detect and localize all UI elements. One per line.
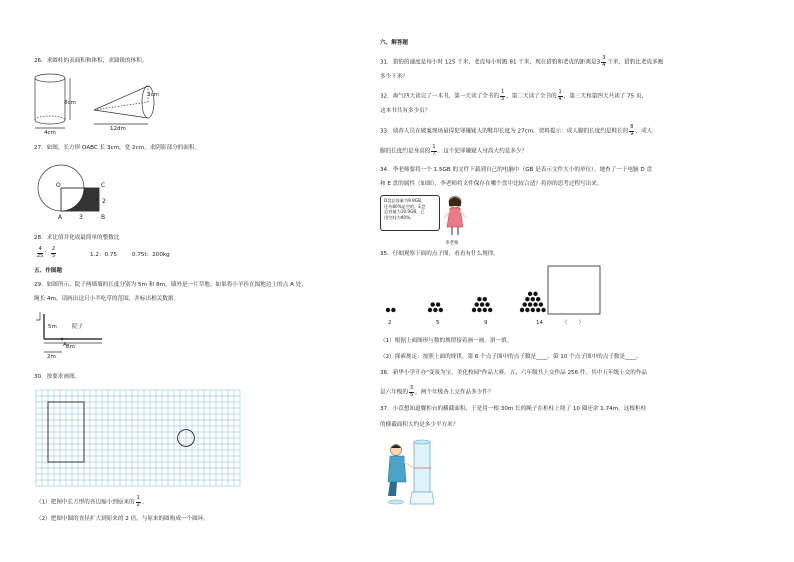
pattern-dot — [531, 308, 535, 312]
pattern-dot — [431, 302, 435, 306]
pattern-dot — [439, 308, 443, 312]
pattern-count-label: 9 — [484, 320, 488, 326]
question-28: 28．求比值并化成最简单的整数比 — [34, 235, 120, 241]
point-C: C — [101, 182, 106, 189]
cyl-height-label: 8cm — [64, 100, 76, 106]
dist-2m-label: 2m — [47, 354, 56, 360]
question-37-line2: 的横截面积大约是多少平方米？ — [380, 422, 459, 428]
q29-figure — [34, 312, 106, 358]
pattern-dot — [523, 302, 527, 306]
pattern-dot — [528, 302, 532, 306]
yard-label: 院子 — [72, 324, 84, 330]
pattern-dot — [485, 302, 489, 306]
pattern-dot — [386, 308, 390, 312]
box-line: 还有80%是空的。E盘 — [384, 203, 426, 209]
width-label: 2 — [102, 198, 106, 205]
q28-expr1: $\frac{4}{25}$ ： $\frac{2}{5}$ — [37, 246, 56, 259]
point-O: O — [56, 182, 61, 189]
q28-expr4: 0.75t：200kg — [132, 252, 170, 258]
pattern-dot — [472, 308, 476, 312]
section-5-heading: 五、作图题 — [34, 268, 62, 274]
question-34-line1: 34．李老师要将一个 1.5GB 的文件下载到自己的电脑中（GB 是表示文件大小的单位），她查了一下电脑 D 盘 — [380, 167, 653, 173]
pattern-dot — [488, 308, 492, 312]
q35-dot-patterns — [378, 266, 604, 328]
point-A-label: A — [63, 342, 67, 348]
q28-expr3: 1.2：0.75 — [90, 252, 117, 258]
pattern-dot — [525, 308, 529, 312]
q34-speech-box — [380, 195, 440, 231]
length-label: 3 — [79, 214, 83, 221]
cone-length-label: 12dm — [110, 126, 126, 132]
pattern-dot — [539, 302, 543, 306]
question-30: 30．按要求画图。 — [34, 374, 81, 380]
cyl-diameter-label: 4cm — [44, 130, 56, 136]
q26-figure — [30, 72, 170, 134]
question-29-line2: 绳长 4m，请画出这只小羊吃草的范围，并标出相关数据。 — [34, 296, 180, 302]
box-line: D盘总容量为9.9GB， — [384, 198, 426, 203]
question-26: 26．求圆柱的表面积和体积，求圆锥的体积。 — [34, 58, 148, 64]
cone-radius-label: 3cm — [147, 92, 159, 98]
pattern-dot — [391, 308, 395, 312]
pattern-dot — [541, 308, 545, 312]
question-31-line2: 多少千米？ — [380, 74, 408, 80]
question-27: 27．如图，长方形 OABC 长 3cm，宽 2cm，求阴影部分的面积。 — [34, 145, 201, 151]
pattern-dot — [483, 308, 487, 312]
question-37-line1: 37．小苡想知道餐柜台的横截面积，于是用一根 30m 长的绳子在柜柱上绕了 10 圈还余 1.74m。这根柜柱 — [380, 406, 647, 412]
box-line: 用空间为90%。 — [384, 214, 415, 220]
question-33-line1: 33．侦查人员在破案现场量得犯罪嫌疑人的鞋印长度为 27cm。资料提示：成人脚的长度约是鞋长的 $\frac{8}{9}$ ，成人 — [380, 124, 653, 137]
pattern-dot — [525, 297, 529, 301]
question-35: 35．仔细观察下面的点子图，看看有什么规律。 — [380, 251, 499, 257]
point-B: B — [101, 214, 106, 221]
pattern-count-label: 2 — [388, 320, 392, 326]
question-33-line2: 脚的长度约是身高的 $\frac{1}{7}$ 。这个犯罪嫌疑人身高大约是多少？ — [380, 144, 528, 157]
pattern-count-label: 5 — [436, 320, 440, 326]
pattern-blank-box[interactable] — [548, 266, 600, 314]
pattern-count-label: 14 — [536, 320, 543, 326]
question-31-line1: 31．猎豹的速度是每小时 125 千米，老虎每小时跑 81 千米，现在猎豹和老虎的距离是3 $\frac{3}{4}$ 千米，猎豹比老虎多跑 — [380, 55, 664, 68]
pattern-dot — [436, 302, 440, 306]
question-34-line2: 和 E 盘的属性（如图），李老师将文件保存在哪个盘中比较合适？将你的思考过程写出来。 — [380, 181, 603, 187]
q37-illustration — [384, 438, 444, 512]
pattern-dot — [477, 297, 481, 301]
wall-8m-label: 8m — [66, 344, 75, 350]
pattern-dot — [536, 297, 540, 301]
q27-figure — [34, 158, 124, 223]
q35-sub2: （2）探索规定：按照上面的规律，第 6 个点子图中的点子数是____，第 10 个点子图中的点子数是____。 — [380, 354, 642, 360]
box-line: 总容量为19.9GB，已 — [384, 209, 425, 214]
question-32-line1: 32．淘气四天读完了一本书，第一天读了全书的 $\frac{1}{3}$ ，第二天读了全书的 $\frac{1}{4}$ ，第三天和第四天共读了 75 页， — [380, 89, 648, 102]
pattern-dot — [531, 297, 535, 301]
pattern-dot — [433, 308, 437, 312]
pattern-dot — [533, 302, 537, 306]
q30-sub2: （2）把图中圆的直径扩大到原来的 2 倍，与原来的圆构成一个圆环。 — [36, 516, 209, 522]
pattern-dot — [483, 297, 487, 301]
pattern-dot — [475, 302, 479, 306]
q30-grid — [36, 390, 240, 486]
pattern-dot — [520, 308, 524, 312]
teacher-figure — [440, 193, 470, 245]
q30-sub1: （1）把图中长方形的各边缩小到原来的 $\frac{1}{2}$ 。 — [36, 495, 148, 508]
section-6-heading: 六、解答题 — [380, 40, 408, 46]
question-29-line1: 29．如图所示，院子两墙墙的长度分别为 5m 和 8m，墙外是一片草地。如果将小羊拴在图地边上的点 A 处， — [34, 282, 307, 288]
pattern-dot — [477, 308, 481, 312]
pattern-count-label: （ ） — [562, 320, 585, 326]
point-A: A — [58, 214, 63, 221]
question-32-line2: 这本书共有多少页？ — [380, 108, 431, 114]
teacher-label: 李老师 — [445, 241, 459, 246]
pattern-dot — [528, 292, 532, 296]
pattern-dot — [533, 292, 537, 296]
pattern-dot — [480, 302, 484, 306]
pattern-dot — [428, 308, 432, 312]
wall-5m-label: 5m — [48, 324, 57, 330]
pattern-dot — [536, 308, 540, 312]
question-36-line2: 是六年级的 $\frac{3}{5}$ ，两个年级各上交作品多少件？ — [380, 385, 494, 398]
q35-sub1: （1）根据上面图形与数的规律接着画一画，填一填。 — [380, 338, 513, 344]
question-36-line1: 36．新华小学开办"变废为宝，美化校园"作品大赛。五、六年级共上交作品 256 件，其中五年级上交的作品 — [380, 370, 648, 376]
